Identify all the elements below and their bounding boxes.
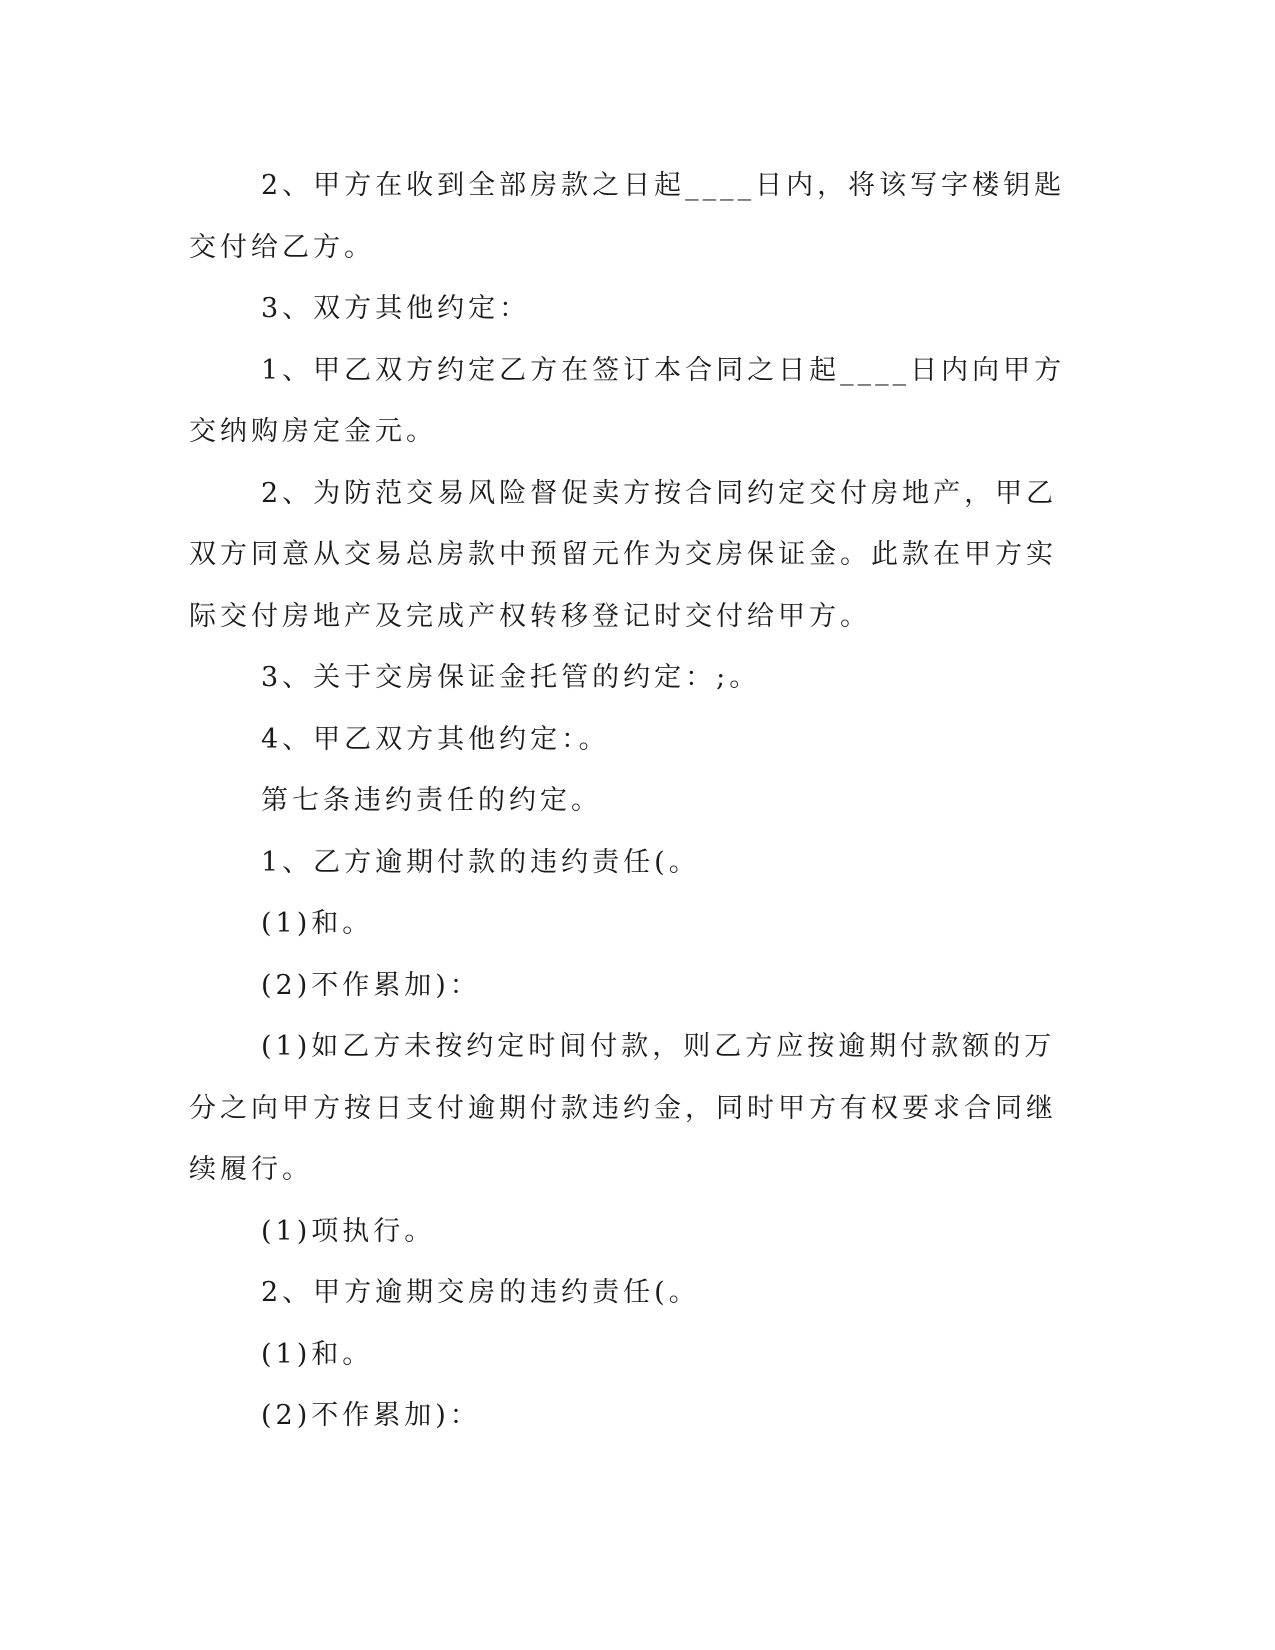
- paragraph-other-agreements: 3、双方其他约定：: [261, 293, 531, 324]
- paragraph-other-terms: 4、甲乙双方其他约定：。: [261, 723, 610, 755]
- paragraph-escrow: 3、关于交房保证金托管的约定：;。: [261, 662, 761, 693]
- paragraph-item-2: (2)不作累加)：: [261, 969, 481, 1001]
- paragraph-article-seven: 第七条违约责任的约定。: [261, 785, 602, 816]
- paragraph-item-2b: (2)不作累加)：: [261, 1400, 481, 1431]
- paragraph-late-payment-penalty: (1)如乙方未按约定时间付款，则乙方应按逾期付款额的万分之向甲方按日支付逾期付款违约金，同时甲方有权要求合同继续履行。: [189, 1031, 1057, 1185]
- document-body: [189, 155, 1069, 1447]
- paragraph-late-payment: 1、乙方逾期付款的违约责任(。: [261, 846, 700, 878]
- paragraph-item-1: (1)和。: [261, 908, 374, 939]
- paragraph-guarantee-money: 2、为防范交易风险督促卖方按合同约定交付房地产，甲乙双方同意从交易总房款中预留元作为交房保证金。此款在甲方实际交付房地产及完成产权转移登记时交付给甲方。: [189, 477, 1058, 632]
- paragraph-late-delivery: 2、甲方逾期交房的违约责任(。: [261, 1277, 700, 1308]
- paragraph-deposit: 1、甲乙双方约定乙方在签订本合同之日起____日内向甲方交纳购房定金元。: [189, 354, 1066, 447]
- paragraph-item-execute: (1)项执行。: [261, 1215, 436, 1247]
- paragraph-item-1b: (1)和。: [261, 1338, 374, 1370]
- paragraph-key-delivery: 2、甲方在收到全部房款之日起____日内，将该写字楼钥匙交付给乙方。: [189, 170, 1066, 263]
